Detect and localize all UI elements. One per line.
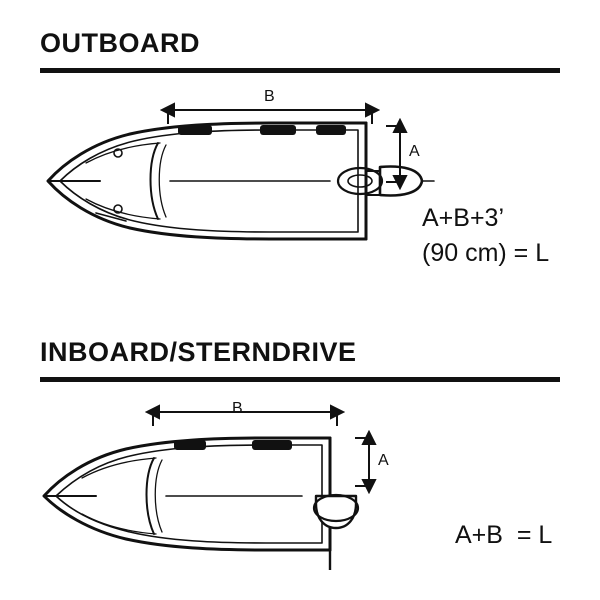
inboard-length-label: B — [232, 400, 243, 417]
inboard-length-dimension-arrow — [145, 398, 345, 426]
section-title-inboard-sterndrive: INBOARD/STERNDRIVE — [40, 337, 357, 367]
outboard-formula-line-2: (90 cm) = L — [422, 239, 550, 267]
inboard-height-label: A — [378, 452, 389, 469]
section-title-outboard: OUTBOARD — [40, 28, 200, 58]
section-divider-outboard — [40, 68, 560, 73]
inboard-formula-line-1: A+B = L — [455, 521, 553, 549]
outboard-formula-line-1: A+B+3’ — [422, 204, 505, 232]
outboard-height-label: A — [409, 143, 420, 160]
outboard-length-label: B — [264, 88, 275, 105]
section-divider-inboard-sterndrive — [40, 377, 560, 382]
